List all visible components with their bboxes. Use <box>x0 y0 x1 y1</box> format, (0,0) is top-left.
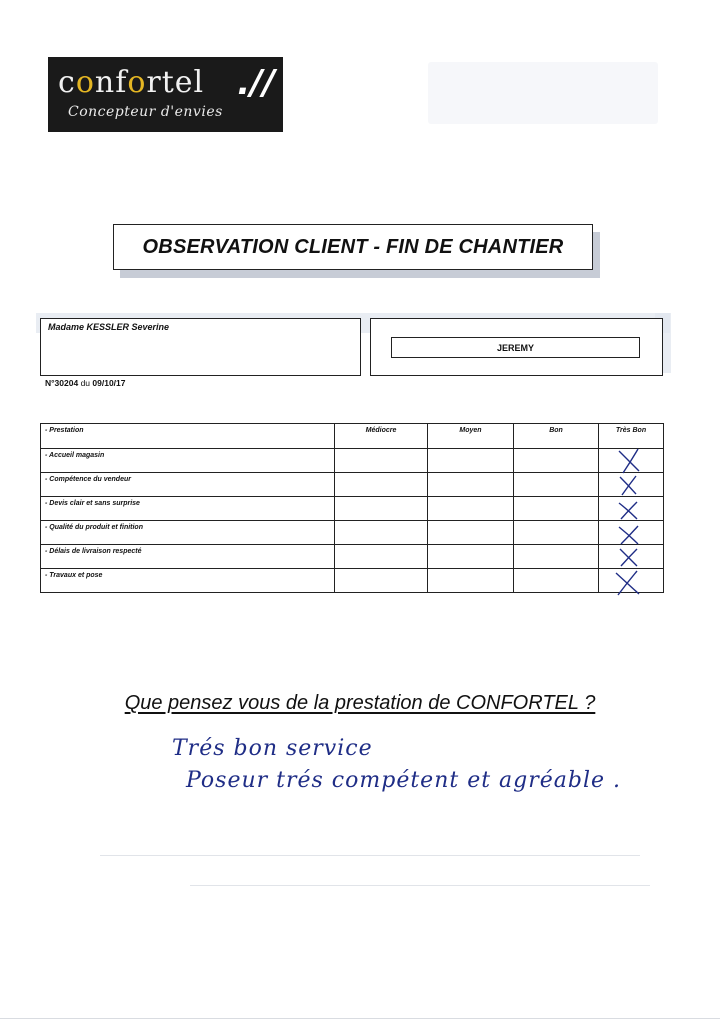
row-label: - Qualité du produit et finition <box>41 521 335 545</box>
handwritten-answer-line-2: Poseur trés compétent et agréable . <box>186 768 622 793</box>
handwritten-x-mark-icon <box>599 563 663 597</box>
rating-table <box>40 423 664 593</box>
handwritten-answer-line-1: Trés bon service <box>172 736 373 761</box>
cell-mediocre <box>335 449 428 473</box>
logo-tagline: Concepteur d'envies <box>68 104 223 120</box>
title-box <box>113 224 593 270</box>
bleed-line <box>190 885 650 886</box>
cell-moyen <box>428 497 514 521</box>
table-row <box>41 473 664 497</box>
document-title: OBSERVATION CLIENT - FIN DE CHANTIER <box>142 235 564 258</box>
bleed-line <box>100 855 640 856</box>
cell-moyen <box>428 569 514 593</box>
bleed-through-logo <box>428 62 658 124</box>
page-edge-line <box>0 1018 720 1019</box>
technician-name: JEREMY <box>391 337 640 358</box>
table-row <box>41 449 664 473</box>
table-row <box>41 569 664 593</box>
table-row <box>41 521 664 545</box>
table-row <box>41 545 664 569</box>
client-name: Madame KESSLER Severine <box>48 322 170 332</box>
cell-mediocre <box>335 545 428 569</box>
order-reference <box>45 378 126 388</box>
cell-bon <box>514 545 599 569</box>
row-label: - Compétence du vendeur <box>41 473 335 497</box>
cell-bon <box>514 521 599 545</box>
logo-wordmark: confortel <box>58 65 205 100</box>
header-mediocre: Médiocre <box>335 424 428 449</box>
row-label: - Accueil magasin <box>41 449 335 473</box>
cell-mediocre <box>335 521 428 545</box>
cell-bon <box>514 473 599 497</box>
cell-moyen <box>428 521 514 545</box>
header-tres-bon: Très Bon <box>599 424 664 449</box>
row-label: - Devis clair et sans surprise <box>41 497 335 521</box>
order-number: N°30204 <box>45 378 79 388</box>
cell-moyen <box>428 473 514 497</box>
cell-moyen <box>428 545 514 569</box>
cell-bon <box>514 497 599 521</box>
order-du-label: du <box>80 378 91 388</box>
row-label: - Travaux et pose <box>41 569 335 593</box>
cell-bon <box>514 569 599 593</box>
cell-tres-bon <box>599 569 664 593</box>
confortel-logo <box>48 57 283 132</box>
cell-mediocre <box>335 497 428 521</box>
technician-box <box>370 318 663 376</box>
row-label: - Délais de livraison respecté <box>41 545 335 569</box>
rating-header-row <box>41 424 664 449</box>
client-box <box>40 318 361 376</box>
header-moyen: Moyen <box>428 424 514 449</box>
feedback-question: Que pensez vous de la prestation de CONFORTEL ? <box>124 692 596 714</box>
cell-mediocre <box>335 473 428 497</box>
header-prestation: - Prestation <box>41 424 335 449</box>
table-row <box>41 497 664 521</box>
logo-slash-mark: .// <box>237 63 275 103</box>
cell-mediocre <box>335 569 428 593</box>
order-date: 09/10/17 <box>92 378 126 388</box>
cell-bon <box>514 449 599 473</box>
header-bon: Bon <box>514 424 599 449</box>
cell-moyen <box>428 449 514 473</box>
